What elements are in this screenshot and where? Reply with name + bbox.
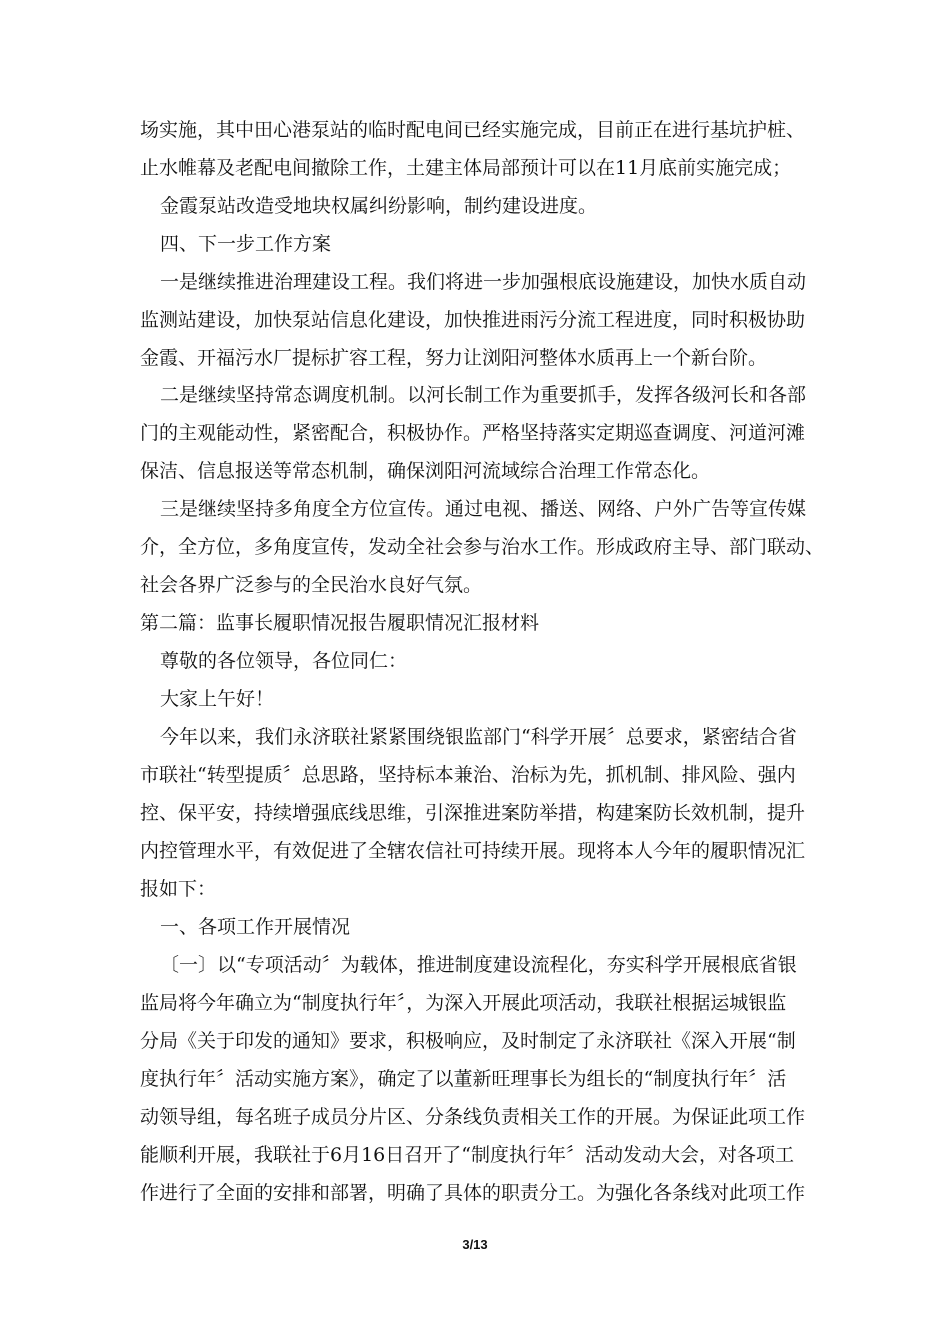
body-text-line: 市联社“转型提质〞总思路，坚持标本兼治、治标为先，抓机制、排风险、强内: [140, 764, 796, 786]
body-text-line: 动领导组，每名班子成员分片区、分条线负责相关工作的开展。为保证此项工作: [140, 1106, 806, 1128]
body-text-line: 监测站建设，加快泵站信息化建设，加快推进雨污分流工程进度，同时积极协助: [140, 309, 806, 331]
body-text-line: 金霞泵站改造受地块权属纠纷影响，制约建设进度。: [160, 195, 598, 217]
body-text-line: 报如下：: [140, 878, 217, 900]
salutation: 尊敬的各位领导，各位同仁：: [160, 650, 408, 672]
body-text-line: 门的主观能动性，紧密配合，积极协作。严格坚持落实定期巡查调度、河道河滩: [140, 422, 806, 444]
page-number: 3/13: [462, 1237, 488, 1252]
body-text-line: 作进行了全面的安排和部署，明确了具体的职责分工。为强化各条线对此项工作: [140, 1182, 806, 1204]
body-text-line: 二是继续坚持常态调度机制。以河长制工作为重要抓手，发挥各级河长和各部: [160, 384, 807, 406]
body-text-line: 分局《关于印发的通知》要求，积极响应，及时制定了永济联社《深入开展“制: [140, 1030, 796, 1052]
body-text-line: 监局将今年确立为“制度执行年〞，为深入开展此项活动，我联社根据运城银监: [140, 992, 787, 1014]
body-text-line: 一是继续推进治理建设工程。我们将进一步加强根底设施建设，加快水质自动: [160, 271, 807, 293]
body-text-line: 金霞、开福污水厂提标扩容工程，努力让浏阳河整体水质再上一个新台阶。: [140, 347, 768, 369]
body-text-line: 控、保平安，持续增强底线思维，引深推进案防举措，构建案防长效机制，提升: [140, 802, 806, 824]
body-text-line: 止水帷幕及老配电间撤除工作，土建主体局部预计可以在11月底前实施完成；: [140, 157, 792, 179]
body-text-line: 介，全方位，多角度宣传，发动全社会参与治水工作。形成政府主导、部门联动、: [140, 536, 825, 558]
body-text-line: 内控管理水平，有效促进了全辖农信社可持续开展。现将本人今年的履职情况汇: [140, 840, 806, 862]
body-text-line: 今年以来，我们永济联社紧紧围绕银监部门“科学开展〞总要求，紧密结合省: [160, 726, 797, 748]
greeting: 大家上午好！: [160, 688, 275, 710]
chapter-title: 第二篇：监事长履职情况报告履职情况汇报材料: [140, 612, 540, 634]
body-text-line: 度执行年〞活动实施方案》，确定了以董新旺理事长为组长的“制度执行年〞活: [140, 1068, 787, 1090]
body-text-line: 〔一〕以“专项活动〞为载体，推进制度建设流程化，夯实科学开展根底省银: [160, 954, 797, 976]
section-heading: 一、各项工作开展情况: [160, 916, 351, 938]
body-text-line: 场实施，其中田心港泵站的临时配电间已经实施完成，目前正在进行基坑护桩、: [140, 119, 806, 141]
section-heading: 四、下一步工作方案: [160, 233, 332, 255]
body-text-line: 保洁、信息报送等常态机制，确保浏阳河流域综合治理工作常态化。: [140, 460, 711, 482]
body-text-line: 能顺利开展，我联社于6月16日召开了“制度执行年〞活动发动大会，对各项工: [140, 1144, 794, 1166]
body-text-line: 三是继续坚持多角度全方位宣传。通过电视、播送、网络、户外广告等宣传媒: [160, 498, 807, 520]
body-text-line: 社会各界广泛参与的全民治水良好气氛。: [140, 574, 483, 596]
